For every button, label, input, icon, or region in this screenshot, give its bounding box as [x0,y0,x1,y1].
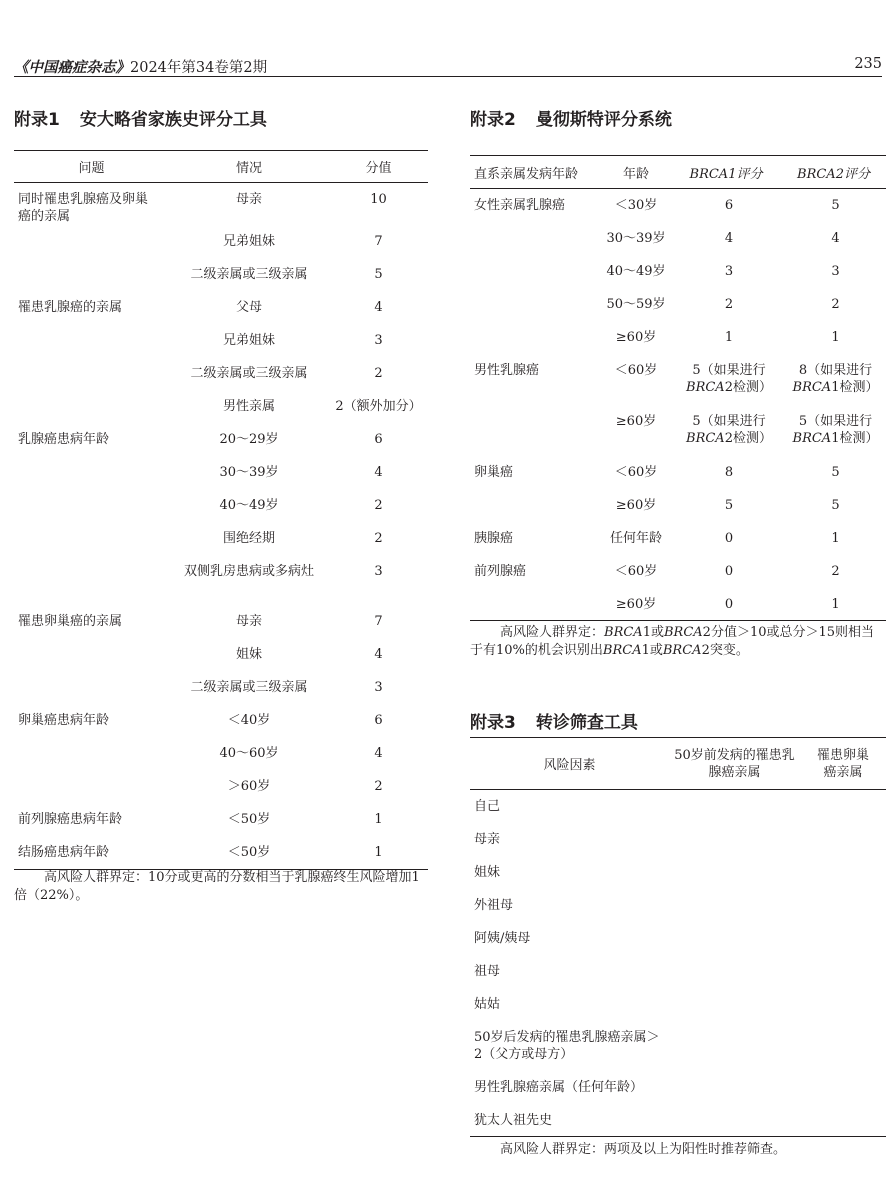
brca1-cell: 0 [724,530,734,546]
age-cell: 40～49岁 [606,263,666,279]
col-header-ovarian-relative: 罹患卵巢癌亲属 [800,738,886,790]
condition-cell: 30～39岁 [219,465,279,480]
age-cell: ＜30岁 [614,198,658,213]
col-header-relative: 直系亲属发病年龄 [470,156,601,189]
breast-relative-cell [669,922,800,955]
table-row [14,737,428,770]
question-cell [14,671,169,704]
question-cell [14,522,169,555]
breast-relative-cell [669,955,800,988]
condition-cell: 母亲 [235,192,262,207]
breast-relative-cell [669,856,800,889]
score-cell: 3 [374,564,383,579]
condition-cell: 40～60岁 [219,746,279,761]
appendix3-title [470,708,638,733]
question-cell [14,737,169,770]
appendix1-table [14,150,428,870]
question-cell [14,225,169,258]
question-cell: 罹患乳腺癌的亲属 [18,300,123,315]
brca2-cell: 2 [831,563,840,579]
table-row [14,390,428,423]
appendix1-number: 附录1 [14,110,60,130]
condition-cell: 兄弟姐妹 [222,333,275,348]
col-header-condition: 情况 [169,151,329,183]
ovarian-relative-cell [800,823,886,856]
question-cell: 结肠癌患病年龄 [18,845,110,860]
age-cell: 30～39岁 [606,230,666,246]
question-cell: 罹患卵巢癌的亲属 [18,614,123,629]
col-header-age: 年龄 [601,156,671,189]
condition-cell: ＜50岁 [227,812,271,827]
relative-cell: 男性乳腺癌 [474,362,540,378]
table-row [470,790,886,823]
appendix3-title-text: 转诊筛查工具 [535,713,638,733]
table-row [470,255,886,288]
question-cell: 同时罹患乳腺癌及卵巢癌的亲属 [18,192,149,224]
table-row [470,856,886,889]
condition-cell: 父母 [235,300,262,315]
age-cell: ≥60岁 [615,413,657,429]
risk-factor-cell: 50岁后发病的罹患乳腺癌亲属＞2（父方或母方） [474,1029,660,1062]
condition-cell: 兄弟姐妹 [222,234,275,249]
age-cell: ＜60岁 [614,563,658,579]
table-row [470,988,886,1021]
brca1-cell: 3 [724,263,734,279]
risk-factor-cell: 姑姑 [474,996,501,1012]
brca2-cell: 3 [831,263,840,279]
brca1-header-text: BRCA1评分 [689,166,763,182]
col-header-score: 分值 [329,151,428,183]
relative-cell: 前列腺癌 [474,563,527,579]
relative-cell: 女性亲属乳腺癌 [474,198,566,213]
age-cell: ≥60岁 [615,329,657,345]
breast-relative-cell [669,1021,800,1071]
col-header-breast-relative: 50岁前发病的罹患乳腺癌亲属 [669,738,800,790]
col-header-risk-factor: 风险因素 [470,738,669,790]
table-row [470,288,886,321]
score-cell: 7 [374,614,383,629]
brca1-cell: 6 [724,198,734,213]
brca2-cell: 1 [831,530,840,546]
appendix2-title [470,105,672,130]
relative-cell [470,288,601,321]
brca1-cell: 5（如果进行BRCA2检测） [686,362,772,395]
score-cell: 6 [374,432,383,447]
brca1-cell: 0 [724,596,734,612]
brca1-cell: 8 [724,464,734,480]
score-cell: 3 [374,680,383,695]
brca2-cell: 8（如果进行BRCA1检测） [792,362,879,395]
age-cell: ＜60岁 [614,362,658,378]
brca1-cell: 4 [724,230,734,246]
ovarian-relative-cell [800,856,886,889]
score-cell: 1 [374,845,383,860]
table-row [470,823,886,856]
score-cell: 4 [374,746,383,761]
ovarian-relative-cell [800,1071,886,1104]
brca2-cell: 1 [831,329,840,345]
table-row [14,225,428,258]
appendix2-section [470,98,886,678]
risk-factor-cell: 外祖母 [474,897,514,913]
brca2-cell: 2 [831,296,840,312]
table-row [470,456,886,489]
score-cell: 10 [370,192,387,207]
relative-cell [470,489,601,522]
table-row [14,638,428,671]
brca2-cell: 5 [831,198,840,213]
appendix3-section [470,700,886,1165]
score-cell: 3 [374,333,383,348]
condition-cell: ＜50岁 [227,845,271,860]
table-row [14,605,428,638]
table-row [14,555,428,605]
relative-cell [470,405,601,456]
table-row [470,588,886,621]
score-cell: 2 [374,498,383,513]
question-cell [14,555,169,605]
condition-cell: 二级亲属或三级亲属 [190,366,308,381]
table-row [470,1071,886,1104]
risk-factor-cell: 犹太人祖先史 [474,1112,553,1128]
relative-cell [470,222,601,255]
table-row [470,189,886,222]
brca2-cell: 5 [831,464,840,480]
question-cell [14,390,169,423]
table-row [470,555,886,588]
brca2-cell: 4 [831,230,840,246]
table-row [14,423,428,456]
score-cell: 4 [374,647,383,662]
table-row [470,222,886,255]
brca1-cell: 0 [724,563,734,579]
risk-factor-cell: 男性乳腺癌亲属（任何年龄） [474,1079,644,1095]
condition-cell: 二级亲属或三级亲属 [190,680,308,695]
score-cell: 2 [374,531,383,546]
brca1-cell: 5（如果进行BRCA2检测） [686,413,772,446]
table-row [14,671,428,704]
table-row [470,354,886,405]
table-row [14,489,428,522]
appendix2-note: 高风险人群界定：BRCA1或BRCA2分值＞10或总分＞15则相当于有10%的机会识别出BRCA1或BRCA2突变。 [470,625,875,658]
table-row [470,1104,886,1137]
breast-relative-cell [669,1071,800,1104]
table-header-row [470,738,886,790]
table-row [14,770,428,803]
header-citation [14,56,267,77]
table-row [470,321,886,354]
table-row [470,1021,886,1071]
appendix1-title [14,105,267,130]
brca1-cell: 2 [724,296,734,312]
condition-cell: 20～29岁 [219,432,279,447]
table-row [14,522,428,555]
brca1-cell: 1 [724,329,734,345]
condition-cell: 男性亲属 [222,399,275,414]
condition-cell: 二级亲属或三级亲属 [190,267,308,282]
risk-factor-cell: 母亲 [474,831,501,847]
score-cell: 4 [374,465,383,480]
score-cell: 5 [374,267,383,282]
col-header-brca2 [781,156,886,189]
ovarian-relative-cell [800,988,886,1021]
age-cell: ≥60岁 [615,596,657,612]
journal-issue: 2024年第34卷第2期 [130,60,268,76]
age-cell: 任何年龄 [609,530,662,546]
score-cell: 4 [374,300,383,315]
appendix3-note: 高风险人群界定：两项及以上为阳性时推荐筛查。 [500,1142,787,1157]
condition-cell: ＞60岁 [227,779,271,794]
score-cell: 2 [374,366,383,381]
appendix1-title-text: 安大略省家族史评分工具 [79,110,267,130]
table-row [14,803,428,836]
age-cell: ＜60岁 [614,464,658,480]
table-row [14,183,428,226]
relative-cell [470,588,601,621]
question-cell [14,357,169,390]
risk-factor-cell: 姐妹 [474,864,501,880]
breast-relative-cell [669,823,800,856]
journal-name: 《中国癌症杂志》 [14,59,130,76]
table-row [14,324,428,357]
table-row [14,258,428,291]
brca2-header-text: BRCA2评分 [797,166,870,182]
condition-cell: 围绝经期 [222,531,275,546]
question-cell [14,638,169,671]
table-row [470,489,886,522]
relative-cell [470,321,601,354]
appendix3-number: 附录3 [470,713,516,733]
appendix3-table [470,737,886,1137]
table-row [470,922,886,955]
question-cell [14,456,169,489]
table-row [470,522,886,555]
condition-cell: 40～49岁 [219,498,279,513]
condition-cell: 姐妹 [235,647,262,662]
table-row [470,889,886,922]
ovarian-relative-cell [800,1104,886,1137]
page-number: 235 [854,56,882,72]
condition-cell: 双侧乳房患病或多病灶 [183,564,314,579]
question-cell: 前列腺癌患病年龄 [18,812,123,827]
table-row [470,955,886,988]
condition-cell: ＜40岁 [227,713,271,728]
table-row [14,704,428,737]
question-cell [14,770,169,803]
score-cell: 2（额外加分） [335,399,422,414]
relative-cell [470,255,601,288]
score-cell: 6 [374,713,383,728]
appendix1-section [14,98,428,928]
breast-relative-cell [669,889,800,922]
condition-cell: 母亲 [235,614,262,629]
score-cell: 2 [374,779,383,794]
col-header-question: 问题 [14,151,169,183]
question-cell [14,489,169,522]
question-cell [14,258,169,291]
ovarian-relative-cell [800,1021,886,1071]
brca2-cell: 1 [831,596,840,612]
age-cell: ≥60岁 [615,497,657,513]
table-header-row [470,156,886,189]
relative-cell: 卵巢癌 [474,464,514,480]
score-cell: 1 [374,812,383,827]
table-row [470,405,886,456]
table-row [14,357,428,390]
col-header-brca1 [671,156,781,189]
score-cell: 7 [374,234,383,249]
brca2-cell: 5（如果进行BRCA1检测） [792,413,879,446]
brca2-cell: 5 [831,497,840,513]
running-header [14,46,882,77]
table-row [14,836,428,869]
ovarian-relative-cell [800,955,886,988]
risk-factor-cell: 自己 [474,799,501,814]
brca1-cell: 5 [724,497,734,513]
breast-relative-cell [669,1104,800,1137]
breast-relative-cell [669,988,800,1021]
ovarian-relative-cell [800,922,886,955]
appendix1-note: 高风险人群界定：10分或更高的分数相当于乳腺癌终生风险增加1倍（22%）。 [14,870,420,903]
risk-factor-cell: 阿姨/姨母 [474,930,531,946]
relative-cell: 胰腺癌 [474,530,514,546]
appendix2-title-text: 曼彻斯特评分系统 [535,110,672,130]
table-row [14,456,428,489]
age-cell: 50～59岁 [606,296,666,312]
question-cell: 乳腺癌患病年龄 [18,432,110,447]
table-row [14,291,428,324]
ovarian-relative-cell [800,790,886,823]
question-cell: 卵巢癌患病年龄 [18,713,110,728]
appendix2-table [470,155,886,621]
table-header-row [14,151,428,183]
breast-relative-cell [669,790,800,823]
ovarian-relative-cell [800,889,886,922]
appendix2-number: 附录2 [470,110,516,130]
question-cell [14,324,169,357]
risk-factor-cell: 祖母 [474,963,501,979]
